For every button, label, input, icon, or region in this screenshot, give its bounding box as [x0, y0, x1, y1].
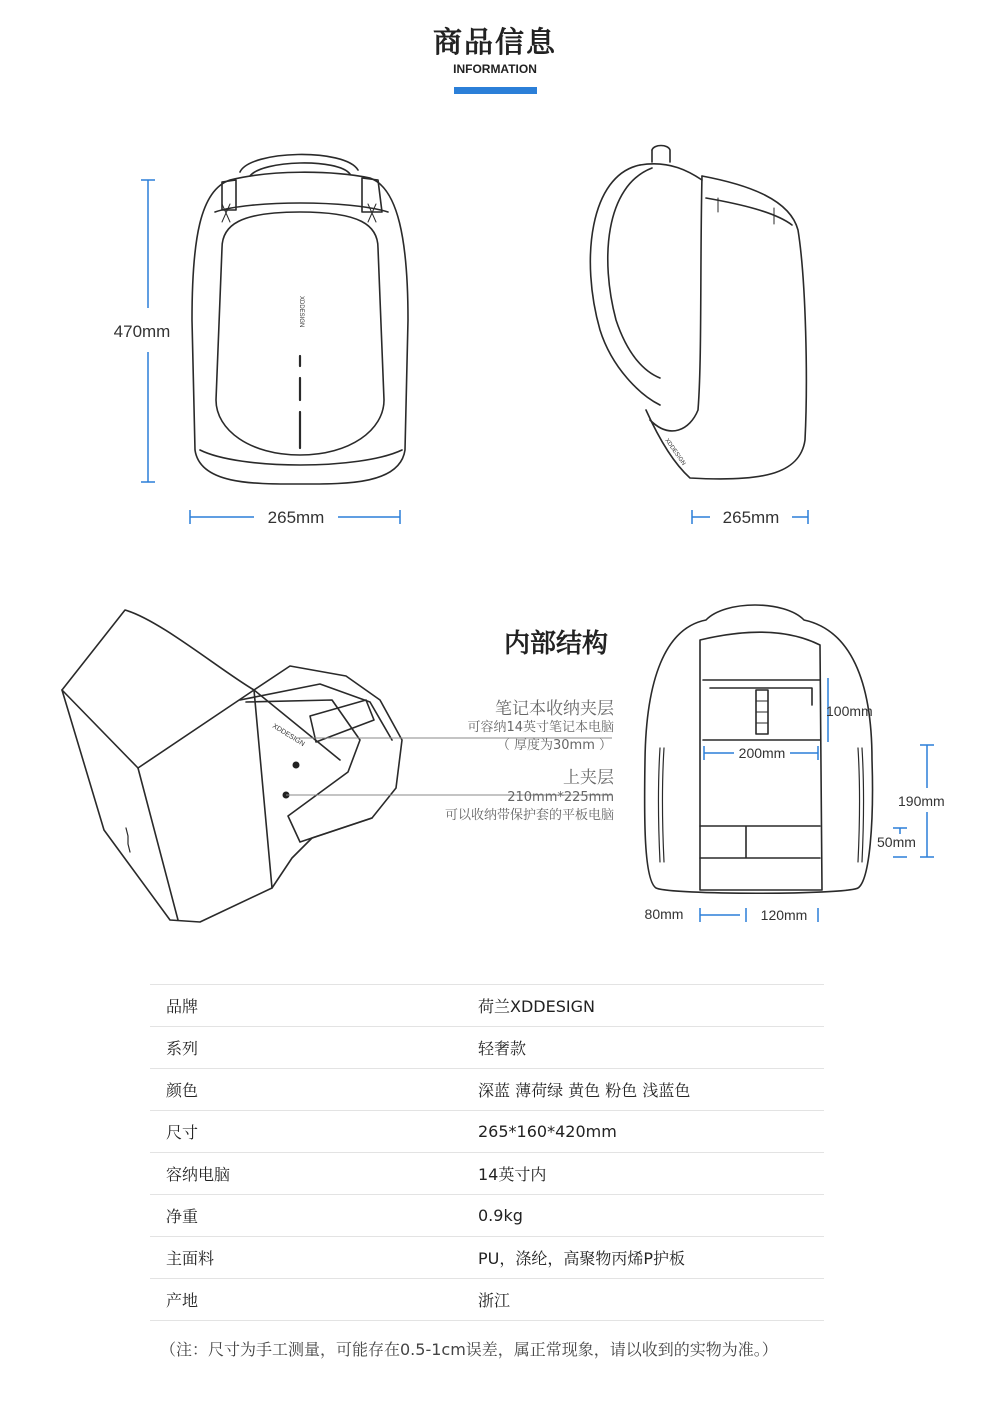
page-title: 商品信息: [432, 25, 557, 59]
spec-value: 0.9kg: [478, 1195, 824, 1237]
upper-desc-2: 可以收纳带保护套的平板电脑: [444, 808, 614, 823]
bottom-height-label: 50mm: [877, 834, 916, 850]
side-view-drawing: [590, 146, 806, 480]
table-row: [150, 985, 824, 1027]
spec-value: 14英寸内: [478, 1153, 824, 1195]
table-row: [150, 1111, 824, 1153]
bottom-left-label: 80mm: [644, 906, 684, 922]
spec-key: 颜色: [150, 1069, 478, 1111]
interior-title: 内部结构: [503, 629, 609, 659]
spec-table: [150, 984, 824, 1321]
front-width-label: 265mm: [267, 508, 325, 527]
table-row: [150, 1027, 824, 1069]
spec-value: 深蓝 薄荷绿 黄色 粉色 浅蓝色: [478, 1069, 824, 1111]
spec-value: 265*160*420mm: [478, 1111, 824, 1153]
laptop-desc-2: （ 厚度为30mm ）: [496, 738, 612, 753]
spec-value: 浙江: [478, 1279, 824, 1321]
laptop-label: 笔记本收纳夹层: [495, 699, 614, 719]
spec-key: 品牌: [150, 985, 478, 1027]
table-row: [150, 1069, 824, 1111]
spec-value: 轻奢款: [478, 1027, 824, 1069]
spec-value: PU，涤纶，高聚物丙烯P护板: [478, 1237, 824, 1279]
upper-desc-1: 210mm*225mm: [507, 790, 614, 805]
laptop-slot-dot: [293, 762, 300, 769]
pocket-width-label: 200mm: [738, 745, 786, 761]
side-depth-label: 265mm: [722, 508, 780, 527]
spec-key: 净重: [150, 1195, 478, 1237]
side-logo-icon: XDDESIGN: [663, 437, 687, 467]
spec-key: 容纳电脑: [150, 1153, 478, 1195]
spec-key: 主面料: [150, 1237, 478, 1279]
front-height-label: 470mm: [113, 322, 171, 341]
page-subtitle: INFORMATION: [453, 62, 537, 76]
laptop-desc-1: 可容纳14英寸笔记本电脑: [467, 720, 614, 735]
spec-key: 尺寸: [150, 1111, 478, 1153]
right-height-label: 190mm: [898, 793, 945, 809]
spec-value: 荷兰XDDESIGN: [478, 985, 824, 1027]
measurement-note: （注：尺寸为手工测量，可能存在0.5-1cm误差，属正常现象，请以收到的实物为准。）: [160, 1340, 778, 1359]
pocket-height-label: 100mm: [826, 703, 873, 719]
table-row: [150, 1195, 824, 1237]
spec-key: 产地: [150, 1279, 478, 1321]
interior-view-drawing: [62, 610, 402, 922]
table-row: [150, 1153, 824, 1195]
table-row: [150, 1279, 824, 1321]
bottom-right-label: 120mm: [760, 907, 808, 923]
upper-label: 上夹层: [563, 768, 614, 788]
spec-key: 系列: [150, 1027, 478, 1069]
interior-logo-icon: XDDESIGN: [270, 722, 306, 749]
table-row: [150, 1237, 824, 1279]
front-logo-icon: XDDESIGN: [298, 296, 304, 328]
